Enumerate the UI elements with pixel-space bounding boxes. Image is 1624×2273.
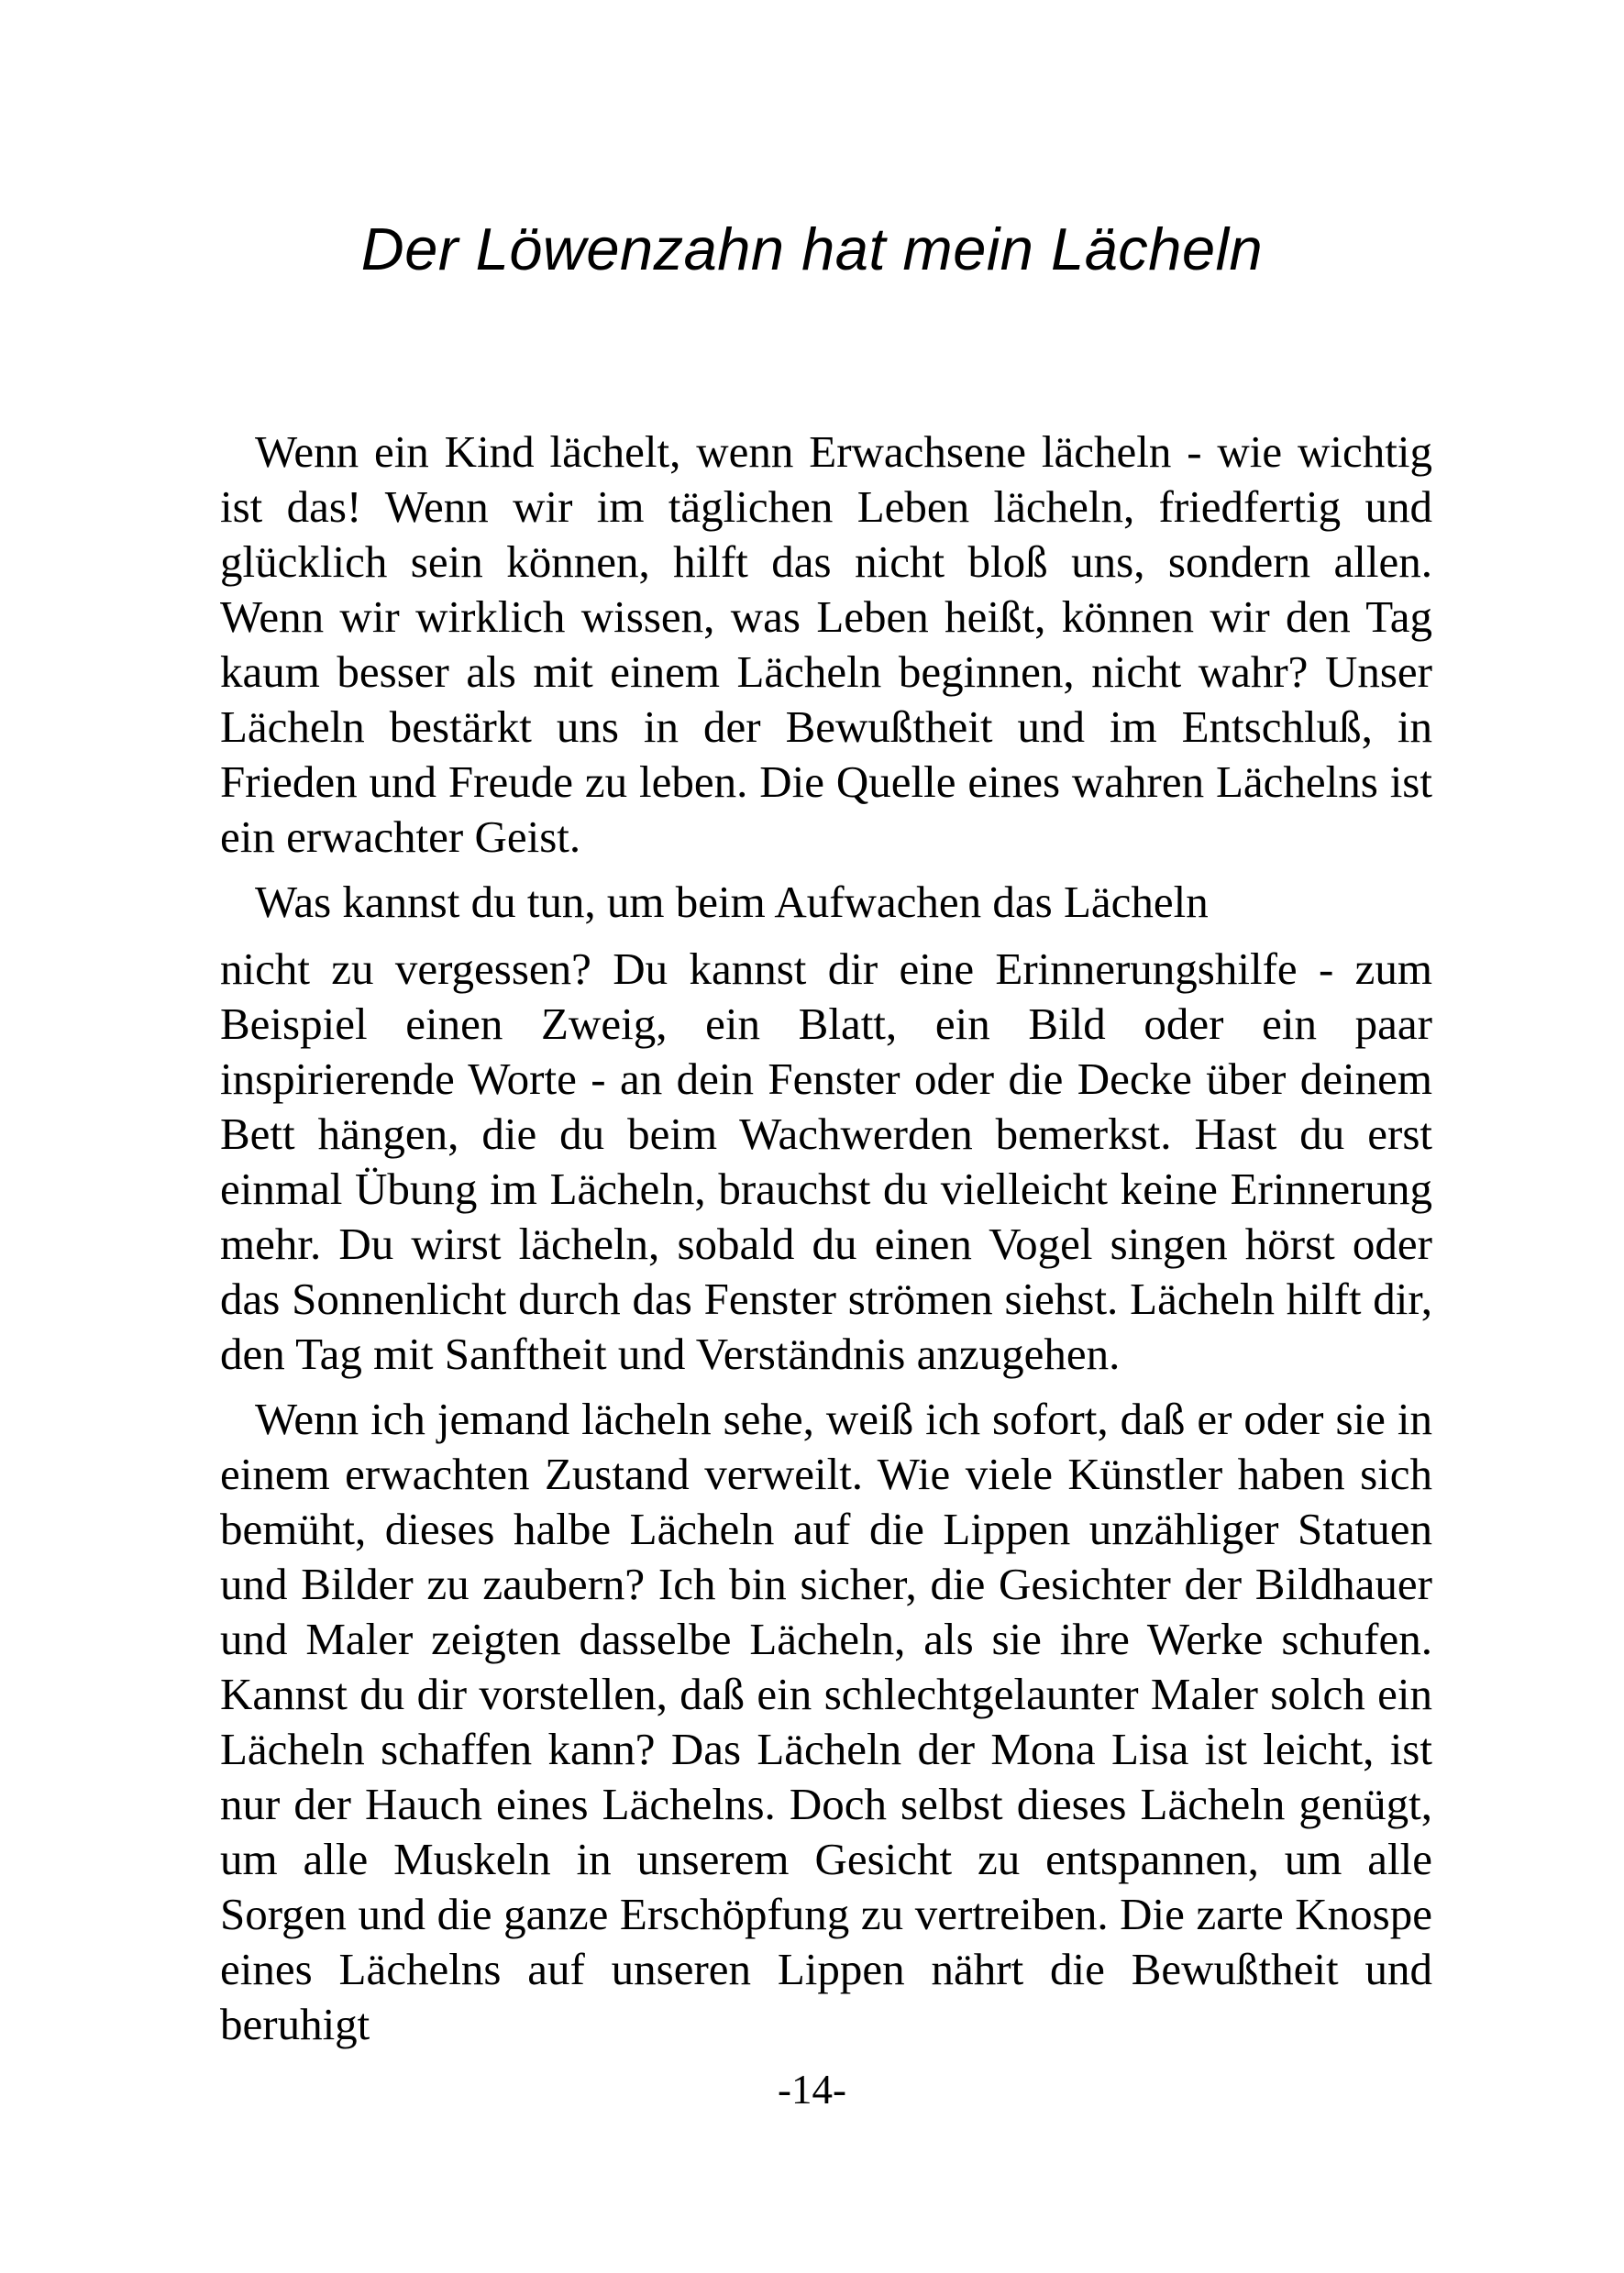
paragraph: Wenn ich jemand lächeln sehe, weiß ich sofort, daß er oder sie in einem erwachten Zustand verweilt. Wie viele Künstler haben sich bemüht, dieses halbe Lächeln auf die Lippen unzähliger Statuen und Bilder zu zaubern? Ich bin sicher, die Gesichter der Bildhauer und Maler zeigten dasselbe Lächeln, als sie ihre Werke schufen. Kannst du dir vorstellen, daß ein schlechtgelaunter Maler solch ein Lächeln schaffen kann? Das Lächeln der Mona Lisa ist leicht, ist nur der Hauch eines Lächelns. Doch selbst dieses Lächeln genügt, um alle Muskeln in unserem Gesicht zu entspannen, um alle Sorgen und die ganze Erschöpfung zu vertreiben. Die zarte Knospe eines Lächelns auf unseren Lippen nährt die Bewußtheit und beruhigt <box>220 1394 1432 2049</box>
paragraph: nicht zu vergessen? Du kannst dir eine Erinnerungshilfe - zum Beispiel einen Zweig, ein Blatt, ein Bild oder ein paar inspirierende Worte - an dein Fenster oder die Decke über deinem Bett hängen, die du beim Wachwerden bemerkst. Hast du erst einmal Übung im Lächeln, brauchst du vielleicht keine Erinnerung mehr. Du wirst lächeln, sobald du einen Vogel singen hörst oder das Sonnenlicht durch das Fenster strömen siehst. Lächeln hilft dir, den Tag mit Sanftheit und Verständnis anzugehen. <box>220 943 1432 1379</box>
chapter-title: Der Löwenzahn hat mein Lächeln <box>360 215 1264 282</box>
page-number: -14- <box>778 2067 846 2113</box>
paragraph: Wenn ein Kind lächelt, wenn Erwachsene lächeln - wie wichtig ist das! Wenn wir im täglichen Leben lächeln, friedfertig und glücklich sein können, hilft das nicht bloß uns, sondern allen. Wenn wir wirklich wissen, was Leben heißt, können wir den Tag kaum besser als mit einem Lächeln beginnen, nicht wahr? Unser Lächeln bestärkt uns in der Bewußtheit und im Entschluß, in Frieden und Freude zu leben. Die Quelle eines wahren Lächelns ist ein erwachter Geist. <box>220 426 1432 862</box>
body-text <box>220 425 1432 2052</box>
paragraph: Was kannst du tun, um beim Aufwachen das Lächeln <box>255 877 1209 927</box>
